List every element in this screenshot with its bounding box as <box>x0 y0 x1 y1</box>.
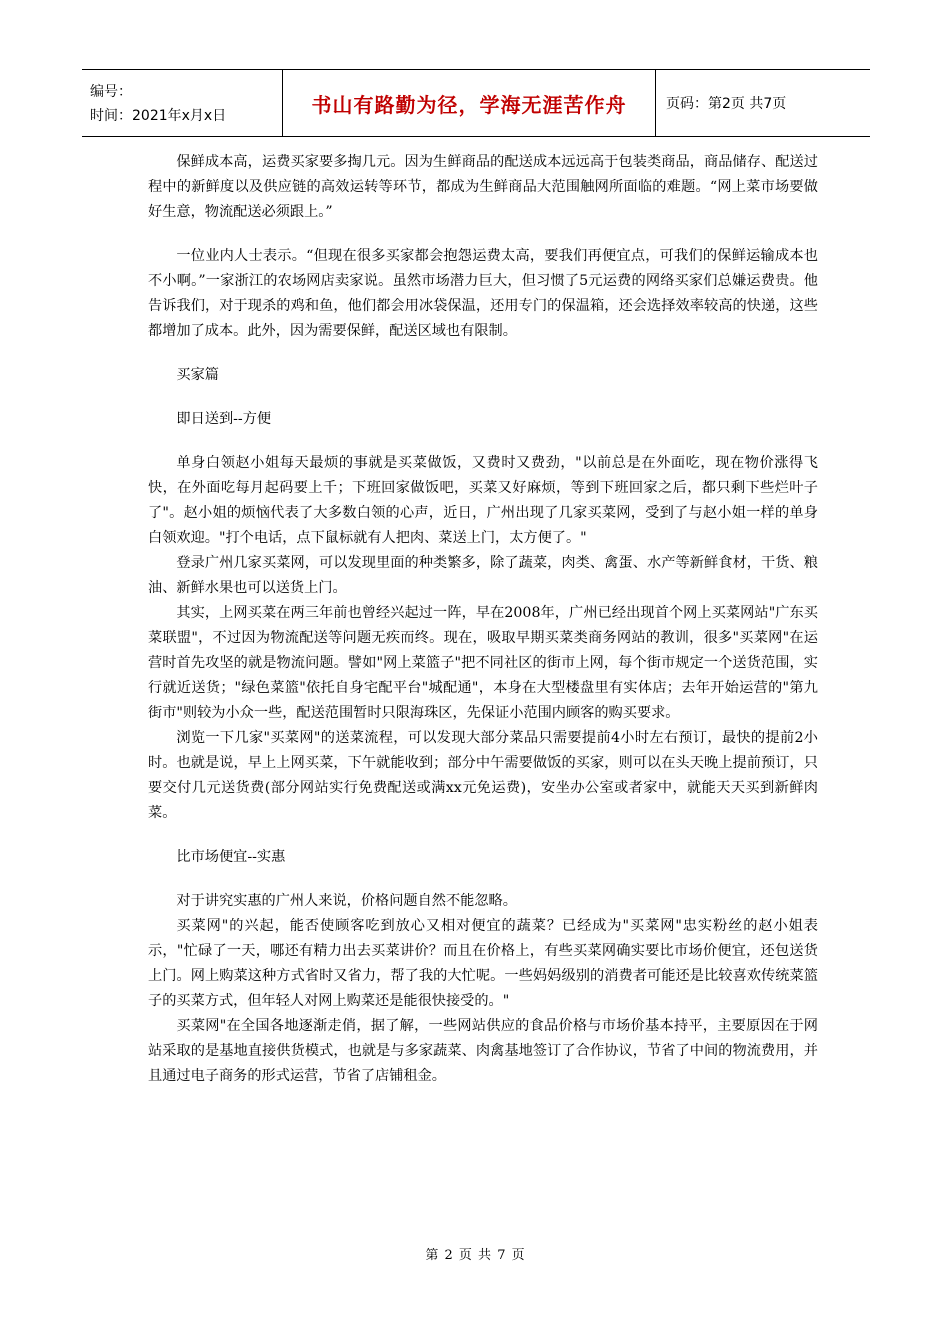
motto-text: 书山有路勤为径，学海无涯苦作舟 <box>311 92 627 117</box>
paragraph: 其实，上网买菜在两三年前也曾经兴起过一阵，早在2008年，广州已经出现首个网上买菜网站"广东买菜联盟"，不过因为物流配送等问题无疾而终。现在，吸取早期买菜类商务网站的教训，很多"买菜网"在运营时首先攻坚的就是物流问题。譬如"网上菜篮子"把不同社区的街市上网，每个街市规定一个送货范围，实行就近送货；"绿色菜篮"依托自身宅配平台"城配通"，本身在大型楼盘里有实体店；去年开始运营的"第九街市"则较为小众一些，配送范围暂时只限海珠区，先保证小范围内顾客的购买要求。 <box>148 605 818 721</box>
paragraph: 登录广州几家买菜网，可以发现里面的种类繁多，除了蔬菜，肉类、禽蛋、水产等新鲜食材，干货、粮油、新鲜水果也可以送货上门。 <box>148 555 818 596</box>
page-footer: 第 2 页 共 7 页 <box>425 1248 525 1263</box>
paragraph: 浏览一下几家"买菜网"的送菜流程，可以发现大部分菜品只需要提前4小时左右预订，最快的提前2小时。也就是说，早上上网买菜，下午就能收到；部分中午需要做饭的买家，则可以在头天晚上提前预订，只要交付几元送货费(部分网站实行免费配送或满xx元免运费)，安坐办公室或者家中，就能天天买到新鲜肉菜。 <box>148 730 818 821</box>
header-meta <box>82 70 282 136</box>
header-motto-cell <box>282 70 656 136</box>
paragraph: 对于讲究实惠的广州人来说，价格问题自然不能忽略。 <box>176 893 517 909</box>
paragraph: 一位业内人士表示。“但现在很多买家都会抱怨运费太高，要我们再便宜点，可我们的保鲜运输成本也不小啊。”一家浙江的农场网店卖家说。虽然市场潜力巨大，但习惯了5元运费的网络买家们总嫌运费贵。他告诉我们，对于现杀的鸡和鱼，他们都会用冰袋保温，还用专门的保温箱，还会选择效率较高的快递，这些都增加了成本。此外，因为需要保鲜，配送区域也有限制。 <box>148 248 818 339</box>
header-page-cell <box>656 70 870 136</box>
document-body <box>148 150 818 1089</box>
paragraph: 单身白领赵小姐每天最烦的事就是买菜做饭，又费时又费劲，"以前总是在外面吃，现在物价涨得飞快，在外面吃每月起码要上千；下班回家做饭吧，买菜又好麻烦，等到下班回家之后，都只剩下些烂叶子了"。赵小姐的烦恼代表了大多数白领的心声，近日，广州出现了几家买菜网，受到了与赵小姐一样的单身白领欢迎。"打个电话，点下鼠标就有人把肉、菜送上门，太方便了。" <box>148 455 818 546</box>
section-heading: 买家篇 <box>176 367 219 383</box>
paragraph: 买菜网"在全国各地逐渐走俏，据了解，一些网站供应的食品价格与市场价基本持平，主要原因在于网站采取的是基地直接供货模式，也就是与多家蔬菜、肉禽基地签订了合作协议，节省了中间的物流费用，并且通过电子商务的形式运营，节省了店铺租金。 <box>148 1018 818 1084</box>
document-number: 编号： <box>90 84 132 100</box>
subsection-heading: 即日送到--方便 <box>176 411 272 427</box>
subsection-heading: 比市场便宜--实惠 <box>176 849 286 865</box>
paragraph: 买菜网"的兴起，能否使顾客吃到放心又相对便宜的蔬菜？已经成为"买菜网"忠实粉丝的赵小姐表示，"忙碌了一天，哪还有精力出去买菜讲价？而且在价格上，有些买菜网确实要比市场价便宜，还包送货上门。网上购菜这种方式省时又省力，帮了我的大忙呢。一些妈妈级别的消费者可能还是比较喜欢传统菜篮子的买菜方式，但年轻人对网上购菜还是能很快接受的。" <box>148 918 818 1009</box>
page-header <box>82 69 870 137</box>
page-indicator: 页码：第2页 共7页 <box>666 96 787 112</box>
paragraph: 保鲜成本高，运费买家要多掏几元。因为生鲜商品的配送成本远远高于包装类商品，商品储存、配送过程中的新鲜度以及供应链的高效运转等环节，都成为生鲜商品大范围触网所面临的难题。“网上菜市场要做好生意，物流配送必须跟上。” <box>148 154 818 220</box>
document-date: 时间：2021年x月x日 <box>90 108 227 124</box>
